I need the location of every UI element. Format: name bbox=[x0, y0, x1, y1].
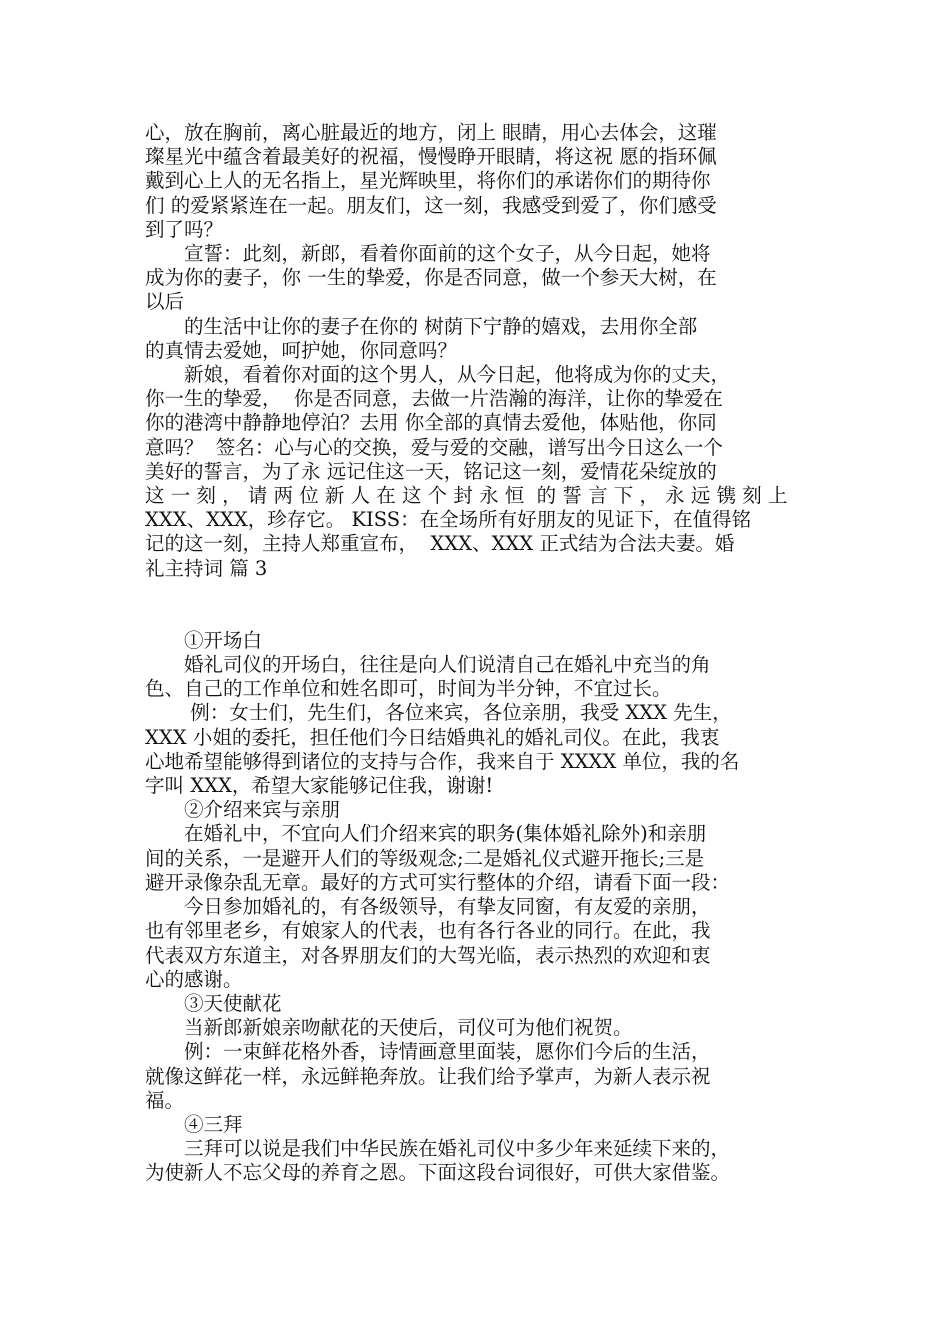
text-line: 的生活中让你的妻子在你的 树荫下宁静的嬉戏，去用你全部 bbox=[145, 314, 698, 338]
text-line: 今日参加婚礼的，有各级领导，有挚友同窗，有友爱的亲朋， bbox=[145, 895, 711, 919]
text-line: 为使新人不忘父母的养育之恩。下面这段台词很好，可供大家借鉴。 bbox=[145, 1161, 731, 1185]
text-line: 间的关系，一是避开人们的等级观念;二是婚礼仪式避开拖长;三是 bbox=[145, 846, 705, 870]
text-line: 戴到心上人的无名指上，星光辉映里，将你们的承诺你们的期待你 bbox=[145, 169, 711, 193]
text-line: 三拜可以说是我们中华民族在婚礼司仪中多少年来延续下来的， bbox=[145, 1137, 731, 1161]
text-line: 也有邻里老乡，有娘家人的代表，也有各行各业的同行。在此，我 bbox=[145, 919, 711, 943]
text-line: 美好的誓言，为了永 远记住这一天，铭记这一刻，爱情花朵绽放的 bbox=[145, 459, 717, 483]
heading-introduce-guests: ②介绍来宾与亲朋 bbox=[145, 798, 341, 822]
heading-angel-flowers: ③天使献花 bbox=[145, 991, 282, 1015]
section-gap bbox=[145, 581, 825, 629]
text-line: 字叫 XXX，希望大家能够记住我，谢谢! bbox=[145, 774, 494, 798]
text-line: 当新郎新娘亲吻献花的天使后，司仪可为他们祝贺。 bbox=[145, 1016, 633, 1040]
text-line: 这 一 刻 ， 请 两 位 新 人 在 这 个 封 永 恒 的 誓 言 下 ， 永 远 镌 刻 上 bbox=[145, 484, 788, 508]
text-line: 心地希望能够得到诸位的支持与合作，我来自于 XXXX 单位，我的名 bbox=[145, 749, 740, 773]
text-line: 色、自己的工作单位和姓名即可，时间为半分钟，不宜过长。 bbox=[145, 677, 672, 701]
text-line: 记的这一刻，主持人郑重宣布， XXX、XXX 正式结为合法夫妻。婚 bbox=[145, 532, 735, 556]
text-line: 心的感谢。 bbox=[145, 967, 243, 991]
text-line: XXX、XXX，珍存它。 KISS：在全场所有好朋友的见证下，在值得铭 bbox=[145, 508, 752, 532]
section-vows bbox=[145, 121, 825, 581]
text-line: 你的港湾中静静地停泊？去用 你全部的真情去爱他，体贴他，你同 bbox=[145, 411, 717, 435]
document-body bbox=[145, 121, 825, 1186]
text-line: 避开录像杂乱无章。最好的方式可实行整体的介绍，请看下面一段： bbox=[145, 870, 731, 894]
text-line: 心，放在胸前，离心脏最近的地方，闭上 眼睛，用心去体会，这璀 bbox=[145, 121, 717, 144]
text-line: 们 的爱紧紧连在一起。朋友们，这一刻，我感受到爱了，你们感受 bbox=[145, 193, 717, 217]
text-line: 宣誓：此刻，新郎，看着你面前的这个女子，从今日起，她将 bbox=[145, 242, 711, 266]
text-line: 到了吗？ bbox=[145, 217, 224, 241]
text-line: XXX 小姐的委托，担任他们今日结婚典礼的婚礼司仪。在此，我衷 bbox=[145, 725, 720, 749]
text-line: 福。 bbox=[145, 1088, 185, 1112]
text-line: 意吗？ 签名：心与心的交换，爱与爱的交融，谱写出今日这么一个 bbox=[145, 435, 723, 459]
text-line: 代表双方东道主，对各界朋友们的大驾光临，表示热烈的欢迎和衷 bbox=[145, 943, 711, 967]
text-line: 你一生的挚爱， 你是否同意，去做一片浩瀚的海洋，让你的挚爱在 bbox=[145, 387, 723, 411]
text-line: 的真情去爱她，呵护她，你同意吗？ bbox=[145, 338, 458, 362]
text-line: 婚礼司仪的开场白，往往是向人们说清自己在婚礼中充当的角 bbox=[145, 653, 711, 677]
heading-three-bows: ④三拜 bbox=[145, 1112, 243, 1136]
heading-opening: ①开场白 bbox=[145, 628, 263, 652]
text-line: 礼主持词 篇 3 bbox=[145, 556, 268, 580]
text-line: 就像这鲜花一样，永远鲜艳奔放。让我们给予掌声，为新人表示祝 bbox=[145, 1064, 711, 1088]
text-line: 新娘，看着你对面的这个男人，从今日起，他将成为你的丈夫， bbox=[145, 363, 731, 387]
text-line: 在婚礼中，不宜向人们介绍来宾的职务(集体婚礼除外)和亲朋 bbox=[145, 822, 707, 846]
text-line: 璨星光中蕴含着最美好的祝福，慢慢睁开眼睛，将这祝 愿的指环佩 bbox=[145, 145, 717, 169]
text-line: 成为你的妻子，你 一生的挚爱，你是否同意，做一个参天大树，在 bbox=[145, 266, 717, 290]
text-line: 以后 bbox=[145, 290, 185, 314]
text-line: 例：一束鲜花格外香，诗情画意里面装，愿你们今后的生活， bbox=[145, 1040, 711, 1064]
text-line: 例：女士们，先生们，各位来宾，各位亲朋，我受 XXX 先生， bbox=[145, 701, 732, 725]
section-host-script bbox=[145, 629, 825, 1186]
